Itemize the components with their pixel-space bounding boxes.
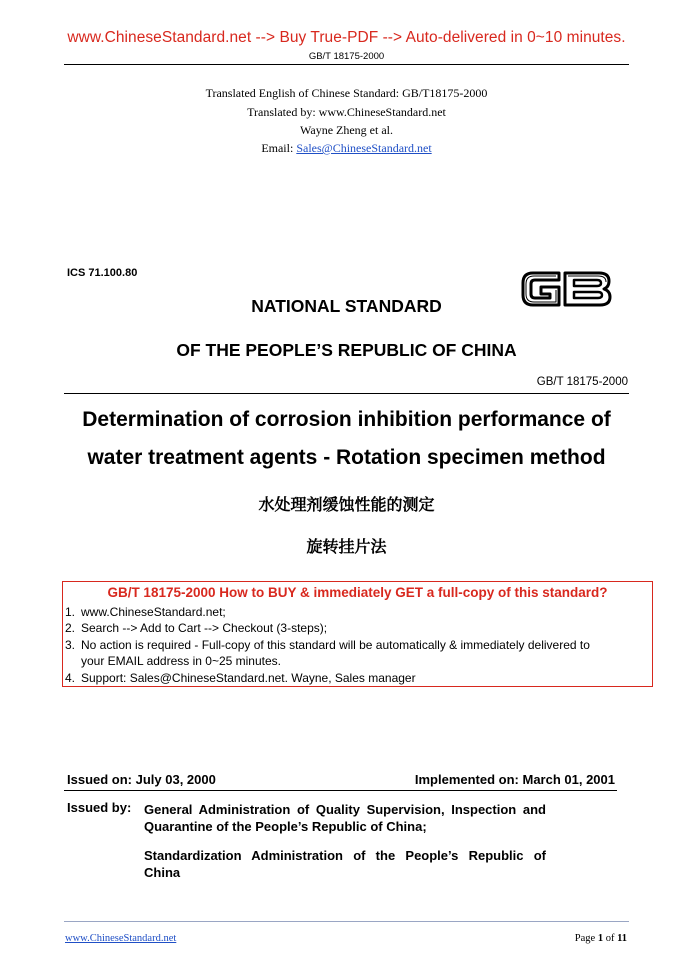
top-banner-text[interactable]: www.ChineseStandard.net --> Buy True-PDF --> Auto-delivered in 0~10 minutes. <box>67 29 626 46</box>
implemented-on-date: Implemented on: March 01, 2001 <box>414 772 615 787</box>
step-text[interactable]: www.ChineseStandard.net; <box>81 605 226 619</box>
chinese-title-line-1: 水处理剂缓蚀性能的测定 <box>258 495 435 514</box>
standard-code-divider <box>64 393 629 394</box>
footer-divider <box>64 921 629 922</box>
issue-divider <box>64 790 617 791</box>
page-current: 1 <box>597 933 604 944</box>
page-total: 11 <box>617 933 627 944</box>
step-number: 1. <box>65 605 76 619</box>
email-label: Email: <box>261 141 297 155</box>
page-prefix: Page <box>574 933 598 944</box>
national-standard-heading: NATIONAL STANDARD <box>251 296 442 316</box>
translator-name: Wayne Zheng et al. <box>300 123 393 137</box>
page-of: of <box>603 933 618 944</box>
issuer-aqsiq: General Administration of Quality Supervision, Inspection and Quarantine of the People’s Republic of China; <box>144 802 546 834</box>
purchase-box-title: GB/T 18175-2000 How to BUY & immediately GET a full-copy of this standard? <box>107 585 608 600</box>
translation-email-line <box>0 141 693 156</box>
translation-line-1: Translated English of Chinese Standard: GB/T18175-2000 <box>205 86 488 100</box>
purchase-step-4 <box>65 670 416 686</box>
ics-code: ICS 71.100.80 <box>67 267 138 279</box>
purchase-step-2 <box>65 620 327 636</box>
step-text: No action is required - Full-copy of this standard will be automatically & immediately delivered to <box>81 638 590 652</box>
document-title-line-1: Determination of corrosion inhibition performance of <box>82 408 611 431</box>
translation-line-2: Translated by: www.ChineseStandard.net <box>247 105 446 119</box>
standard-code: GB/T 18175-2000 <box>536 376 628 388</box>
header-divider <box>64 64 629 65</box>
purchase-step-3-continued: your EMAIL address in 0~25 minutes. <box>81 654 281 668</box>
issued-by-label: Issued by: <box>67 800 132 815</box>
chinese-title-line-2: 旋转挂片法 <box>306 537 387 556</box>
step-number: 4. <box>65 671 76 685</box>
email-link[interactable]: Sales@ChineseStandard.net <box>296 141 432 155</box>
purchase-step-1 <box>65 604 226 620</box>
step-number: 2. <box>65 621 76 635</box>
step-text: Support: Sales@ChineseStandard.net. Wayne, Sales manager <box>81 671 416 685</box>
step-text: Search --> Add to Cart --> Checkout (3-steps); <box>81 621 328 635</box>
document-title-line-2: water treatment agents - Rotation specimen method <box>87 446 606 469</box>
purchase-step-3 <box>65 637 590 653</box>
prc-heading: OF THE PEOPLE’S REPUBLIC OF CHINA <box>176 340 517 360</box>
header-standard-code: GB/T 18175-2000 <box>308 51 385 62</box>
issued-on-date: Issued on: July 03, 2000 <box>67 772 216 787</box>
step-number: 3. <box>65 638 76 652</box>
page-number <box>575 933 627 944</box>
issuer-sac: Standardization Administration of the People’s Republic of China <box>144 848 546 880</box>
footer-website-link[interactable]: www.ChineseStandard.net <box>65 933 177 944</box>
